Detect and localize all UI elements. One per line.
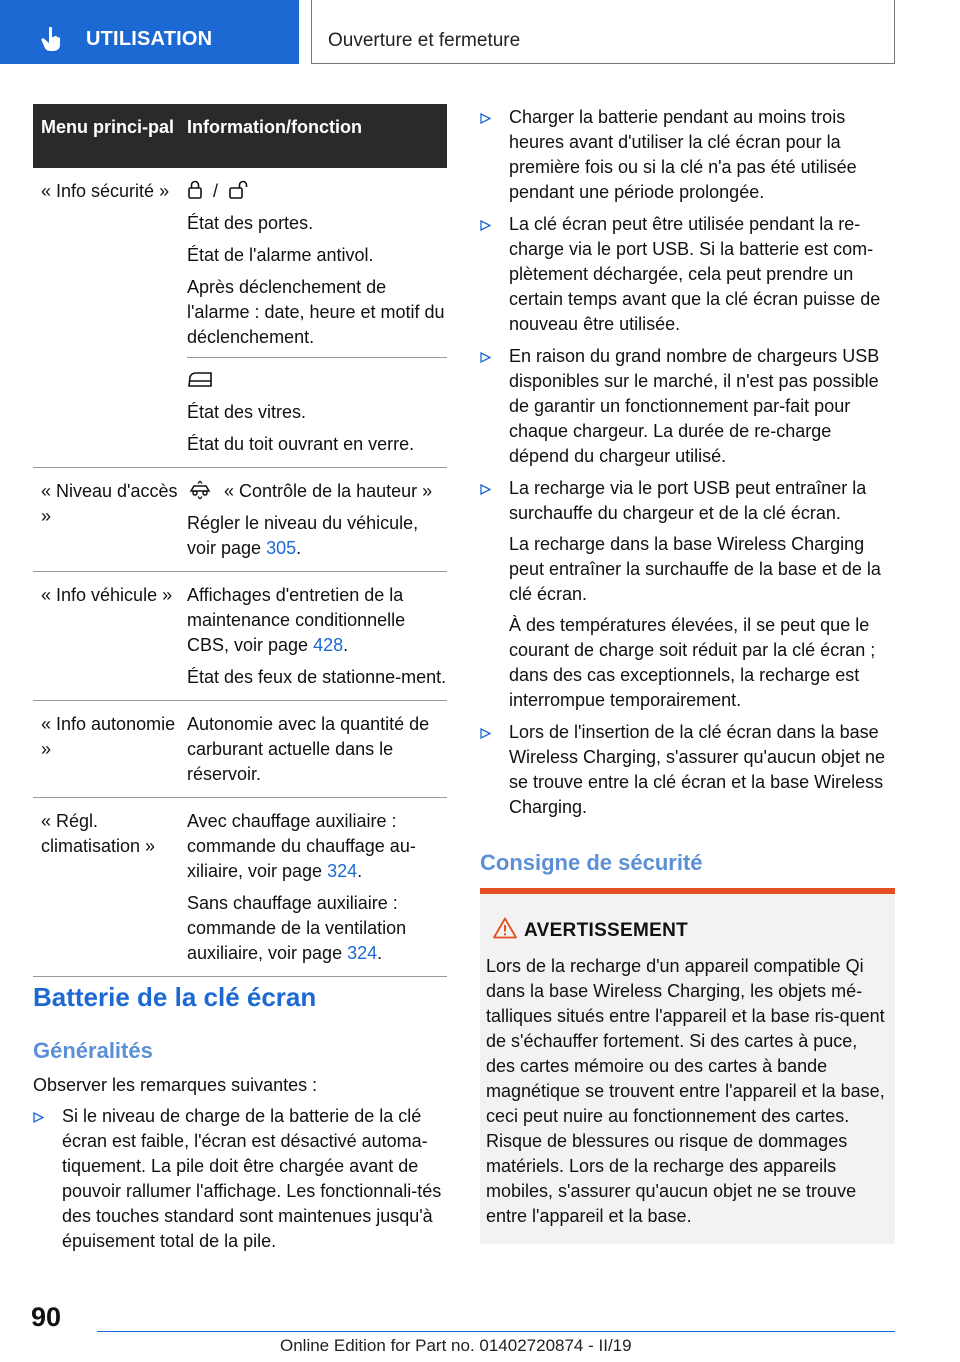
section-header xyxy=(311,0,895,64)
row-menu-label: « Info autonomie » xyxy=(41,714,176,759)
subsection-heading: Généralités xyxy=(33,1038,153,1063)
page-link[interactable]: 324 xyxy=(327,861,358,881)
list-item xyxy=(480,212,896,337)
section-title: Ouverture et fermeture xyxy=(328,30,521,51)
icon-separator: / xyxy=(213,181,219,201)
safety-heading: Consigne de sécurité xyxy=(480,850,703,875)
row-info xyxy=(187,701,447,797)
triangle-bullet-icon xyxy=(480,728,491,739)
table-header-info: Information/fonction xyxy=(187,117,362,137)
row-menu-label: « Régl. climatisation » xyxy=(41,811,156,856)
info-line: État des portes. xyxy=(187,213,314,233)
table-header xyxy=(33,104,447,168)
info-line: Avec chauffage auxiliaire : commande du chauffage au-xiliaire, voir page xyxy=(187,811,416,881)
list-item xyxy=(480,105,896,205)
lock-open-icon xyxy=(228,180,254,200)
list-item-text: La clé écran peut être utilisée pendant la re-charge via le port USB. Si la batterie est com-plètement déchargée, cela peut prendre un certain temps avant que la clé écran puisse de nouveau être utilisée. xyxy=(509,214,881,334)
bullet-list-right xyxy=(480,105,896,827)
punctuation: . xyxy=(357,861,363,881)
list-item-text: La recharge via le port USB peut entraîner la surchauffe du chargeur et de la clé écran. xyxy=(509,478,867,523)
window-icon xyxy=(187,369,213,389)
info-line: État des vitres. xyxy=(187,402,307,422)
chapter-title: UTILISATION xyxy=(86,28,213,50)
triangle-bullet-icon xyxy=(480,113,491,124)
triangle-bullet-icon xyxy=(480,220,491,231)
table-row xyxy=(33,168,447,468)
punctuation: . xyxy=(377,943,383,963)
row-info xyxy=(187,798,447,976)
row-menu-label: « Info sécurité » xyxy=(41,181,170,201)
menu-table xyxy=(33,104,447,977)
info-line: État de l'alarme antivol. xyxy=(187,245,374,265)
info-line: Sans chauffage auxiliaire : commande de la ventilation auxiliaire, voir page xyxy=(187,893,407,963)
warning-title: AVERTISSEMENT xyxy=(524,920,689,941)
row-menu-label: « Niveau d'accès » xyxy=(41,481,178,526)
list-item xyxy=(480,476,896,713)
list-item xyxy=(33,1104,447,1254)
table-row xyxy=(33,798,447,977)
chapter-tab xyxy=(0,0,299,64)
info-subsection xyxy=(187,357,447,457)
hand-icon xyxy=(40,26,64,52)
table-row xyxy=(33,572,447,701)
lock-closed-icon xyxy=(187,180,203,200)
punctuation: . xyxy=(296,538,302,558)
bullet-list-left xyxy=(33,1104,447,1261)
info-line: Autonomie avec la quantité de carburant actuelle dans le réservoir. xyxy=(187,714,430,784)
info-line: Régler le niveau du véhicule, voir page xyxy=(187,513,419,558)
info-line: Après déclenchement de l'alarme : date, heure et motif du déclenchement. xyxy=(187,277,445,347)
warning-text: Lors de la recharge d'un appareil compatible Qi dans la base Wireless Charging, les objets mé-talliques situés entre l'appareil et la base ris-quent de s'échauffer fortement. Si des cartes à puce, des cartes mémoire ou des cartes à bande magnétique se trouvent entre l'appareil et la base, ceci peut nuire au fonctionnement des cartes. Risque de blessures ou risque de dommages matériels. Lors de la recharge des appareils mobiles, s'assurer qu'aucun objet ne se trouve entre l'appareil et la base. xyxy=(486,956,885,1226)
warning-box xyxy=(480,888,895,1244)
list-item-text: En raison du grand nombre de chargeurs USB disponibles sur le marché, il n'est pas possible de garantir un fonctionnement par-fait pour chaque chargeur. La durée de re-charge dépend du chargeur utilisé. xyxy=(509,346,880,466)
vehicle-height-icon xyxy=(187,480,213,500)
table-row xyxy=(33,701,447,798)
list-item-text: Charger la batterie pendant au moins trois heures avant d'utiliser la clé écran pour la première fois ou si la clé n'a pas été utilisée pendant une période prolongée. xyxy=(509,107,857,202)
triangle-bullet-icon xyxy=(33,1112,44,1123)
triangle-bullet-icon xyxy=(480,352,491,363)
edition-text: Online Edition for Part no. 01402720874 - II/19 xyxy=(280,1336,632,1355)
row-info xyxy=(187,572,447,700)
page-number: 90 xyxy=(31,1302,62,1332)
list-item-text: Lors de l'insertion de la clé écran dans la base Wireless Charging, s'assurer qu'aucun objet ne se trouve entre la clé écran et la base Wireless Charging. xyxy=(509,722,886,817)
info-line: État du toit ouvrant en verre. xyxy=(187,434,415,454)
info-line: État des feux de stationne-ment. xyxy=(187,667,447,687)
list-item xyxy=(480,720,896,820)
row-menu-label: « Info véhicule » xyxy=(41,585,173,605)
footer-divider xyxy=(97,1331,895,1332)
list-item-text: La recharge dans la base Wireless Charging peut entraîner la surchauffe de la base et de la clé écran. xyxy=(509,534,881,604)
page-link[interactable]: 324 xyxy=(347,943,378,963)
punctuation: . xyxy=(343,635,349,655)
info-line: « Contrôle de la hauteur » xyxy=(224,481,433,501)
row-info xyxy=(187,168,447,467)
list-item-text: À des températures élevées, il se peut que le courant de charge soit réduit par la clé écran ; dans des cas exceptionnels, la recharge est interrompue temporairement. xyxy=(509,615,876,710)
triangle-bullet-icon xyxy=(480,484,491,495)
info-line: Affichages d'entretien de la maintenance conditionnelle CBS, voir page xyxy=(187,585,406,655)
list-item xyxy=(480,344,896,469)
intro-text: Observer les remarques suivantes : xyxy=(33,1075,318,1095)
page-link[interactable]: 428 xyxy=(313,635,344,655)
section-heading: Batterie de la clé écran xyxy=(33,982,317,1012)
page-link[interactable]: 305 xyxy=(266,538,297,558)
table-header-menu: Menu princi-pal xyxy=(41,117,175,137)
row-info xyxy=(187,468,447,571)
warning-icon xyxy=(493,917,517,939)
list-item-text: Si le niveau de charge de la batterie de la clé écran est faible, l'écran est désactivé automa-tiquement. La pile doit être chargée avant de pouvoir rallumer l'affichage. Les fonctionnali-tés des touches standard sont maintenues jusqu'à épuisement total de la pile. xyxy=(62,1106,442,1251)
table-row xyxy=(33,468,447,572)
